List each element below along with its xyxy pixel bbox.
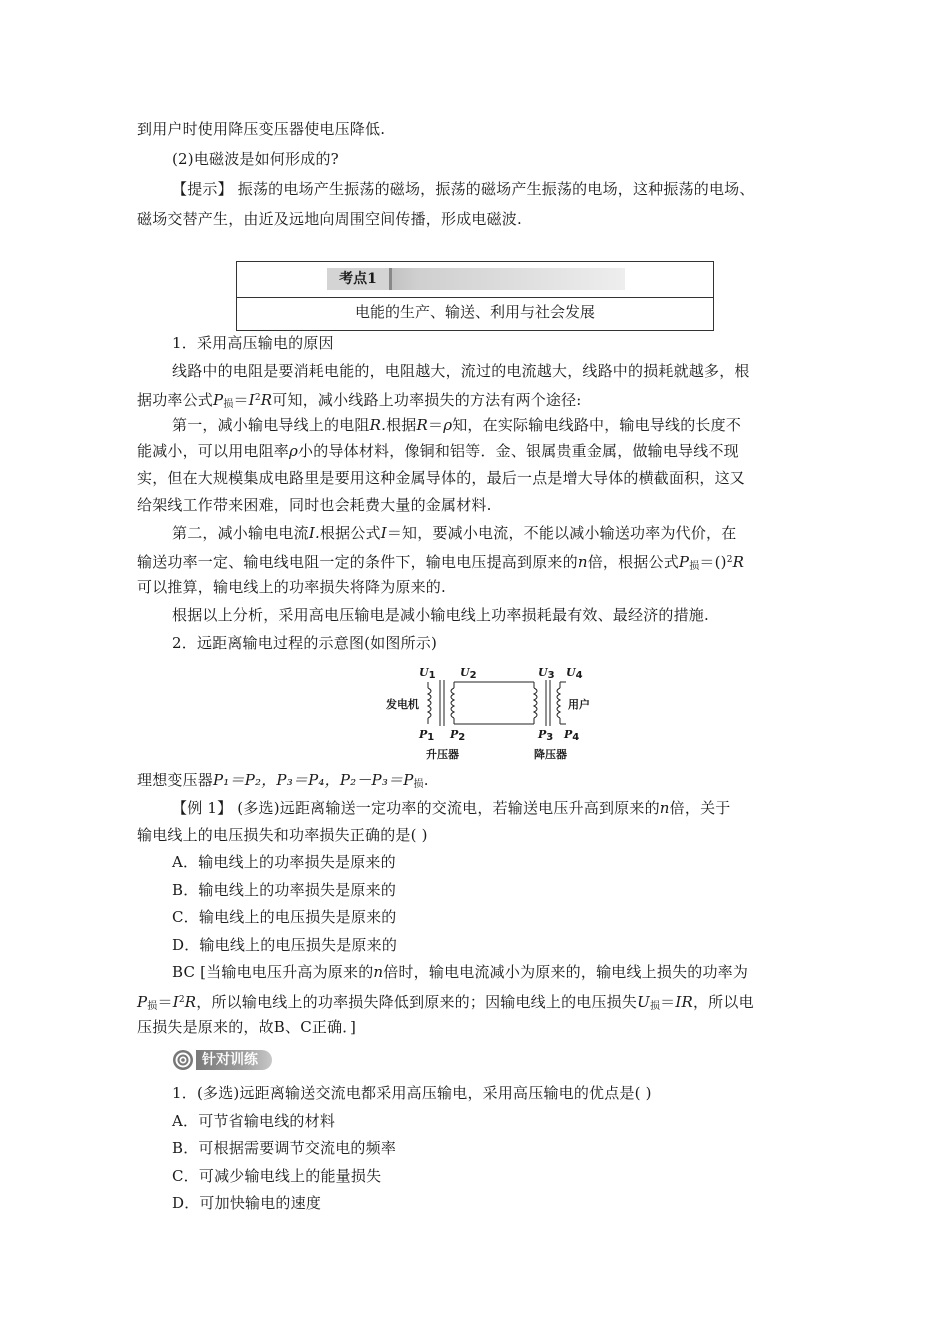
p3b-pre: 输送功率一定、输电线电阻一定的条件下，输电电压提高到原来的 [137,553,578,571]
p2-sub: 2 [458,732,466,743]
power-transmission-diagram [384,666,604,764]
example-answer-2 [137,990,817,1017]
example-l1-post: 倍，关于 [669,799,731,817]
u1-letter: U [419,666,429,679]
example-line-2: 输电线上的电压损失和功率损失正确的是( ) [137,826,428,844]
training-option-d: D．可加快输电的速度 [172,1194,322,1212]
example-option-a: A．输电线上的功率损失是原来的 [172,853,396,871]
section1-p2c: 实，但在大规模集成电路里是要用这种金属导体的，最后一点是增大导体的横截面积，这又 [137,469,746,487]
p2a-mid: 根据 [386,416,417,434]
u4-sub: 4 [575,670,583,681]
p2b-post: 小的导体材料，像铜和铝等．金、银属贵重金属，做输电导线不现 [298,442,739,460]
p3b-mid: 倍，根据公式 [587,553,679,571]
p3a-pre: 第二，减小输电电流 [172,524,309,542]
training-question-1: 1．(多选)远距离输送交流电都采用高压输电，采用高压输电的优点是( ) [172,1084,652,1102]
section1-p4: 根据以上分析，采用高电压输电是减小输电线上功率损耗最有效、最经济的措施. [172,606,709,624]
p3b-sub: 损 [689,561,700,572]
u4-letter: U [566,666,576,679]
ans2-sup: 2 [178,995,185,1005]
p2a-rho: ρ [443,416,453,434]
ans2-sub: 损 [147,1001,158,1012]
hint-tag: 【提示】 [172,180,233,198]
example-option-b: B．输电线上的功率损失是原来的 [172,881,397,899]
ideal-sub: 损 [413,779,424,790]
p1b-i: I [248,391,255,409]
p2b-pre: 能减小，可以用电阻率 [137,442,290,460]
ans1-n: n [373,963,384,981]
label-u1 [419,666,436,681]
training-option-a: A．可节省输电线的材料 [172,1112,336,1130]
p2b-rho: ρ [289,442,299,460]
p4-letter: P [564,728,573,741]
example-tag: 【例 1】 [172,799,233,817]
section1-p2b [137,441,817,461]
example-l1-n: n [659,799,670,817]
ans2-u: U [637,993,650,1011]
label-u4 [566,666,583,681]
example-answer-1 [172,962,852,982]
p1b-post: 可知，减小线路上功率损失的方法有两个途径: [272,391,582,409]
p1b-r: R [260,391,273,409]
section1-p1a: 线路中的电阻是要消耗电能的，电阻越大，流过的电流越大，线路中的损耗就越多，根 [172,362,750,380]
ans2-mid: ，所以输电线上的功率损失降低到原来的；因输电线上的电压损失 [196,993,638,1011]
p3b-r: R [732,553,745,571]
question-2: (2)电磁波是如何形成的? [172,150,339,168]
training-header [172,1048,272,1072]
label-generator: 发电机 [386,698,419,711]
ideal-pre: 理想变压器 [137,771,214,789]
kaodian-divider [237,297,713,298]
p3a-i: I. [308,524,320,542]
p3a-i2: I [380,524,387,542]
ans2-eq: ＝ [157,993,173,1011]
ideal-transformer-line [137,770,817,795]
p3a-post: ＝知，要减小电流，不能以减小输送功率为代价，在 [386,524,737,542]
p2a-eq: ＝ [427,416,444,434]
kaodian-title: 电能的生产、输送、利用与社会发展 [354,303,595,321]
section1-p1b [137,388,817,415]
hint-continuation: 磁场交替产生，由近及远地向周围空间传播，形成电磁波. [137,210,522,228]
p2-letter: P [450,728,459,741]
p1b-sub: 损 [223,399,234,410]
p3b-n: n [577,553,588,571]
p4-sub: 4 [572,732,580,743]
training-option-b: B．可根据需要调节交流电的频率 [172,1139,397,1157]
kaodian-banner [327,268,625,290]
u2-letter: U [460,666,470,679]
p1-sub: 1 [427,732,435,743]
label-p4 [564,728,579,743]
ans2-usub: 损 [649,1001,661,1012]
section1-p3a [172,523,852,543]
label-p2 [450,728,465,743]
ans2-i: I [172,993,179,1011]
ans2-ueq: ＝ [660,993,676,1011]
ans2-post: ，所以电 [692,993,754,1011]
example-line-1 [172,798,852,818]
ans1-post: 倍时，输电电流减小为原来的，输电线上损失的功率为 [383,963,749,981]
kaodian-box [236,261,714,331]
label-p3 [538,728,553,743]
p3b-post: ＝() [699,553,727,571]
u3-sub: 3 [547,670,555,681]
p1b-pre: 据功率公式 [137,391,214,409]
ans1-pre: BC [当输电电压升高为原来的 [172,963,374,981]
coil-2 [451,688,454,718]
training-option-c: C．可减少输电线上的能量损失 [172,1167,382,1185]
label-step-up: 升压器 [426,748,459,761]
p1b-eq: ＝ [233,391,249,409]
example-option-d: D．输电线上的电压损失是原来的 [172,936,398,954]
label-step-down: 降压器 [534,748,567,761]
label-u3 [538,666,555,681]
target-icon [172,1049,194,1071]
p1-letter: P [419,728,428,741]
u2-sub: 2 [469,670,477,681]
ans2-p: P [137,993,148,1011]
label-p1 [419,728,434,743]
ans2-r: R [184,993,197,1011]
p3b-p: P [678,553,690,571]
coil-1 [428,688,431,718]
ideal-eq: P₁＝P₂，P₃＝P₄，P₂－P₃＝P [213,771,414,789]
kaodian-tab: 考点1 [327,268,392,290]
p2a-r2: R [416,416,428,434]
p1b-sup: 2 [254,393,261,403]
p2a-r: R. [369,416,387,434]
section2-heading: 2．远距离输电过程的示意图(如图所示) [172,634,438,652]
section1-p2d: 给架线工作带来困难，同时也会耗费大量的金属材料. [137,496,492,514]
section1-p2a [172,415,852,435]
example-answer-3: 压损失是原来的，故B、C正确．] [137,1018,357,1036]
label-u2 [460,666,477,681]
hint-text: 振荡的电场产生振荡的磁场，振荡的磁场产生振荡的电场，这种振荡的电场、 [232,180,755,198]
p3a-mid: 根据公式 [319,524,381,542]
p1b-p: P [213,391,224,409]
top-line-1: 到用户时使用降压变压器使电压降低. [137,120,386,138]
p3-sub: 3 [546,732,554,743]
p3b-sup: 2 [726,555,733,565]
section1-p3c: 可以推算，输电线上的功率损失将降为原来的. [137,578,446,596]
p2a-post: 知，在实际输电线路中，输电导线的长度不 [452,416,742,434]
label-user: 用户 [568,698,590,711]
coil-4 [557,688,560,718]
u1-sub: 1 [428,670,436,681]
p2a-pre: 第一，减小输电导线上的电阻 [172,416,370,434]
hint-paragraph [172,179,852,199]
example-option-c: C．输电线上的电压损失是原来的 [172,908,397,926]
ans2-ir: IR [675,993,693,1011]
training-label: 针对训练 [196,1050,272,1070]
example-l1-pre: (多选)远距离输送一定功率的交流电，若输送电压升高到原来的 [232,799,660,817]
ideal-end: . [423,771,429,789]
u3-letter: U [538,666,548,679]
section1-p3b [137,550,817,577]
coil-3 [534,688,537,718]
p3-letter: P [538,728,547,741]
section1-heading: 1．采用高压输电的原因 [172,334,334,352]
